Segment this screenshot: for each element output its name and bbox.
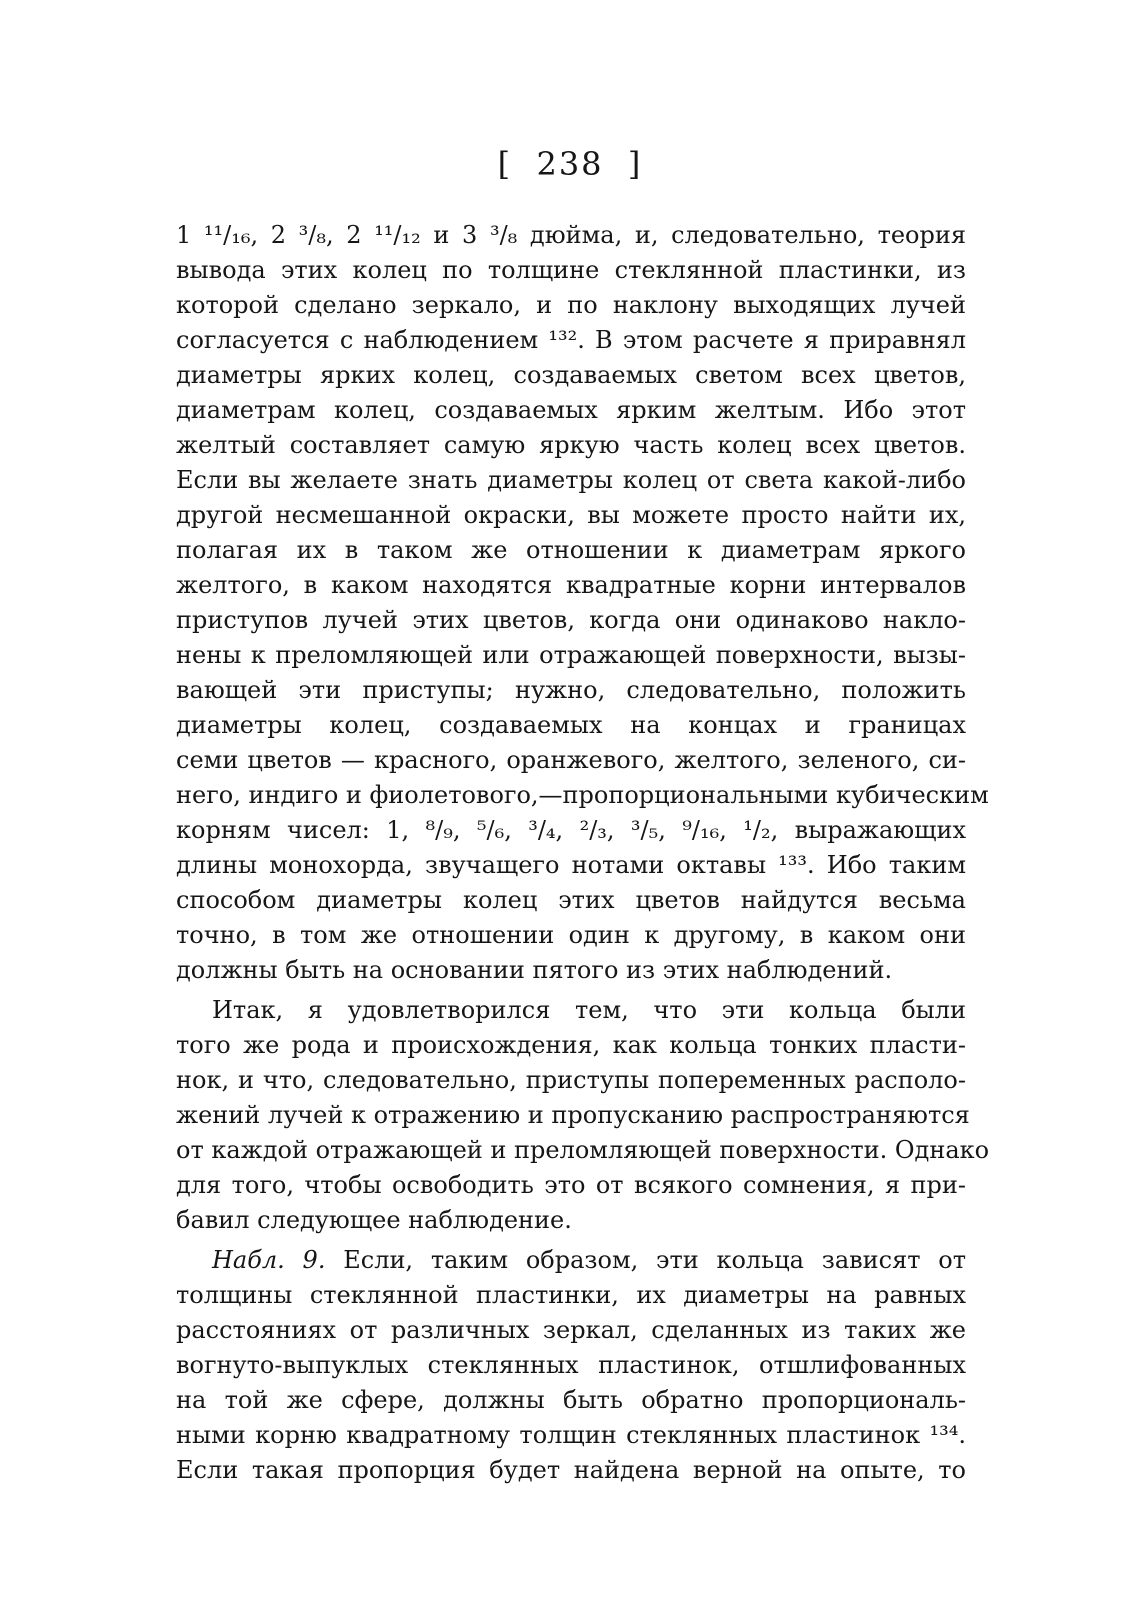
text-line: нок, и что, следовательно, приступы попеременных располо- <box>176 1066 966 1094</box>
text-line: бавил следующее наблюдение. <box>176 1206 572 1234</box>
text-line: полагая их в таком же отношении к диаметрам яркого <box>176 536 966 564</box>
text-line: которой сделано зеркало, и по наклону выходящих лучей <box>176 291 966 319</box>
body-text <box>176 218 990 1488</box>
text-line: на той же сфере, должны быть обратно пропорциональ- <box>176 1386 966 1414</box>
text-line: него, индиго и фиолетового,—пропорциональными кубическим <box>176 781 989 809</box>
text-line: расстояниях от различных зеркал, сделанных из таких же <box>176 1316 966 1344</box>
text-line: жений лучей к отражению и пропусканию распространяются <box>176 1101 970 1129</box>
text-line: согласуется с наблюдением ¹³². В этом расчете я приравнял <box>176 326 966 354</box>
text-line: корням чисел: 1, ⁸/₉, ⁵/₆, ³/₄, ²/₃, ³/₅, ⁹/₁₆, ¹/₂, выражающих <box>176 816 966 844</box>
text-line: от каждой отражающей и преломляющей поверхности. Однако <box>176 1136 990 1164</box>
text-line: способом диаметры колец этих цветов найдутся весьма <box>176 886 966 914</box>
text-line: для того, чтобы освободить это от всякого сомнения, я при- <box>176 1171 966 1199</box>
text-line: того же рода и происхождения, как кольца тонких пласти- <box>176 1031 966 1059</box>
text-line: вывода этих колец по толщине стеклянной пластинки, из <box>176 256 966 284</box>
text-line: ными корню квадратному толщин стеклянных пластинок ¹³⁴. <box>176 1421 966 1449</box>
paragraph-2 <box>176 993 990 1238</box>
text-line: диаметры колец, создаваемых на концах и границах <box>176 711 966 739</box>
observation-text: Если, таким образом, эти кольца зависят от <box>325 1246 966 1274</box>
text-line: должны быть на основании пятого из этих наблюдений. <box>176 956 893 984</box>
page-number: [ 238 ] <box>497 145 643 183</box>
text-line: диаметры ярких колец, создаваемых светом всех цветов, <box>176 361 966 389</box>
text-line: Если такая пропорция будет найдена верной на опыте, то <box>176 1456 966 1484</box>
text-line: Итак, я удовлетворился тем, что эти кольца были <box>212 996 966 1024</box>
text-line: диаметрам колец, создаваемых ярким желтым. Ибо этот <box>176 396 966 424</box>
text-line: точно, в том же отношении один к другому, в каком они <box>176 921 966 949</box>
text-line: длины монохорда, звучащего нотами октавы ¹³³. Ибо таким <box>176 851 966 879</box>
text-line: приступов лучей этих цветов, когда они одинаково накло- <box>176 606 966 634</box>
text-line: желтый составляет самую яркую часть колец всех цветов. <box>176 431 966 459</box>
text-line: желтого, в каком находятся квадратные корни интервалов <box>176 571 966 599</box>
text-line: 1 ¹¹/₁₆, 2 ³/₈, 2 ¹¹/₁₂ и 3 ³/₈ дюйма, и, следовательно, теория <box>176 221 966 249</box>
text-line: семи цветов — красного, оранжевого, желтого, зеленого, си- <box>176 746 966 774</box>
text-line: нены к преломляющей или отражающей поверхности, вызы- <box>176 641 966 669</box>
text-line <box>176 1243 966 1278</box>
paragraph-3 <box>176 1243 966 1488</box>
paragraph-1 <box>176 218 989 988</box>
text-line: Если вы желаете знать диаметры колец от света какой-либо <box>176 466 966 494</box>
text-line: другой несмешанной окраски, вы можете просто найти их, <box>176 501 966 529</box>
text-line: вающей эти приступы; нужно, следовательно, положить <box>176 676 966 704</box>
observation-label: Набл. 9. <box>212 1246 326 1274</box>
text-line: вогнуто-выпуклых стеклянных пластинок, отшлифованных <box>176 1351 966 1379</box>
text-line: толщины стеклянной пластинки, их диаметры на равных <box>176 1281 966 1309</box>
